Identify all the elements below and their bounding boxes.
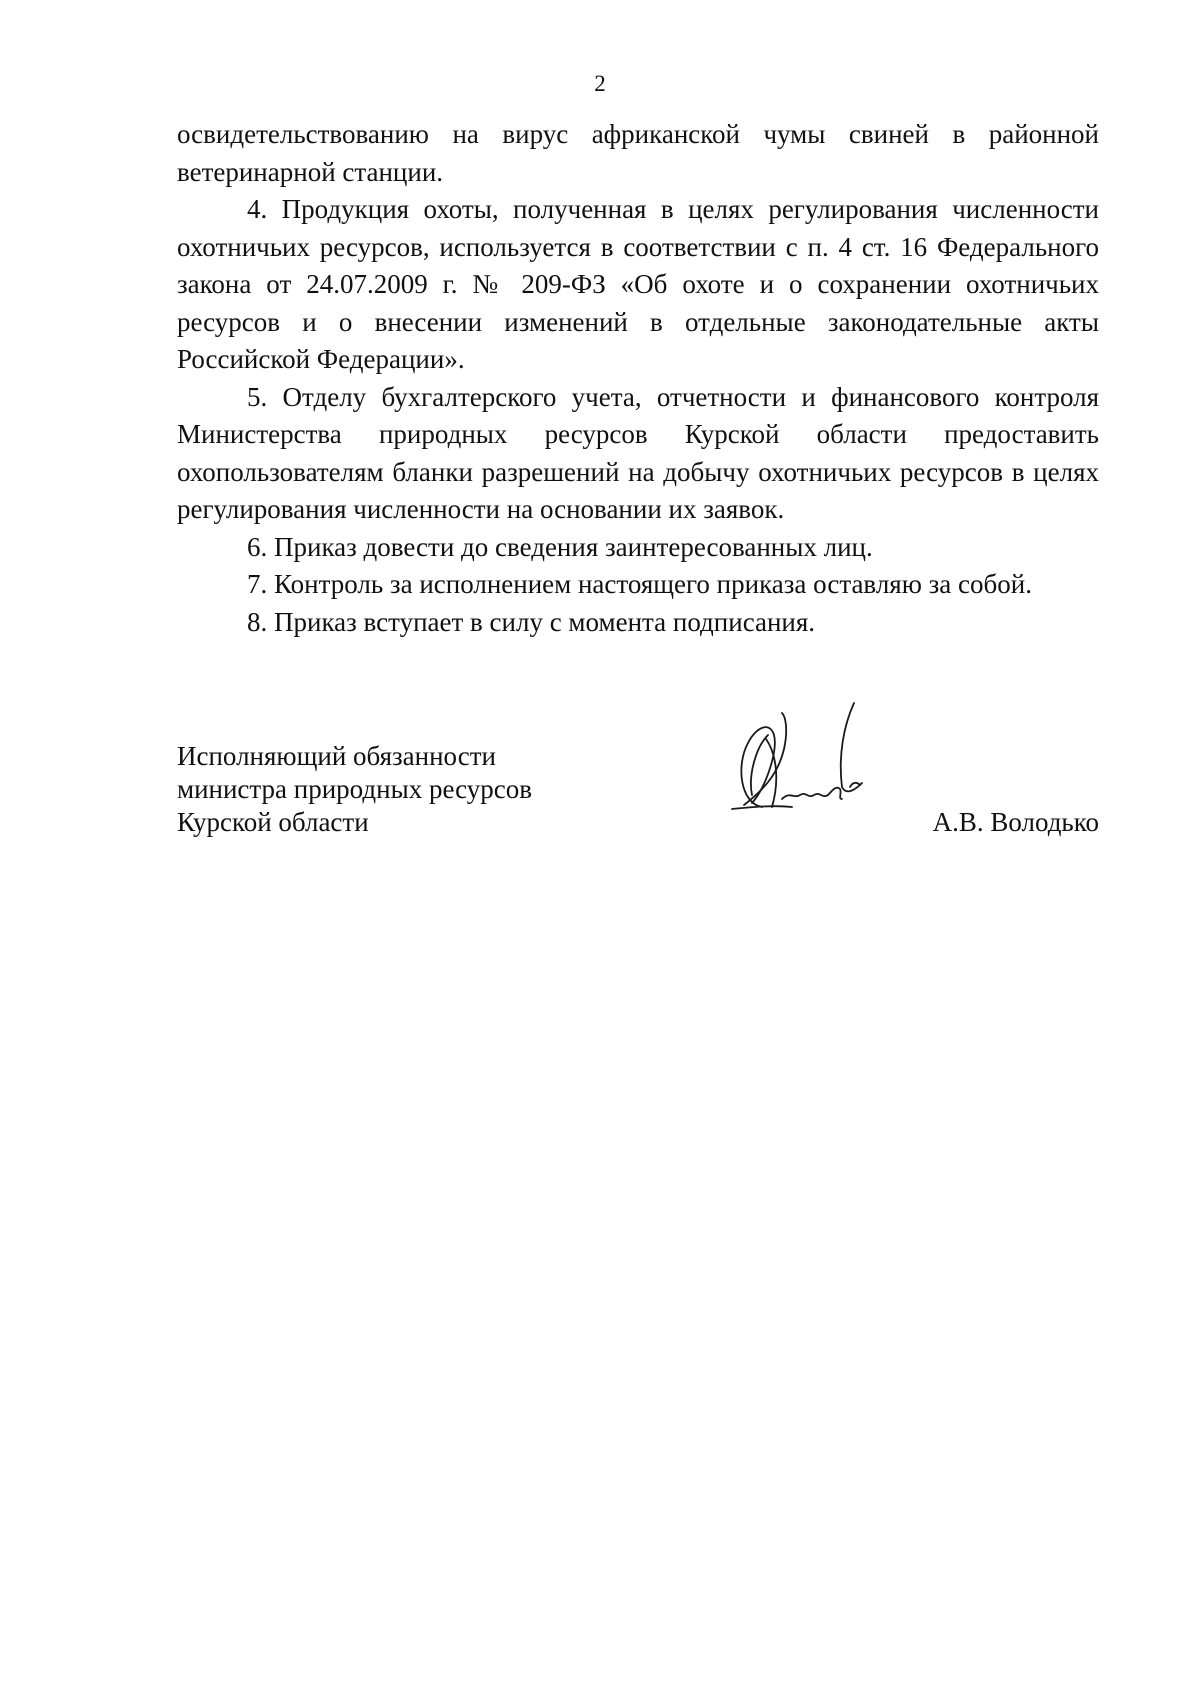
- paragraph-item-5: 5. Отделу бухгалтерского учета, отчетности и финансового контроля Министерства природных ресурсов Курской области предоставить охопользователям бланки разрешений на добычу охотничьих ресурсов в целях регулирования численности на основании их заявок.: [177, 381, 1099, 524]
- signer-position: [177, 740, 532, 839]
- paragraph-item-6: 6. Приказ довести до сведения заинтересованных лиц.: [247, 531, 873, 562]
- paragraph-continuation: освидетельствованию на вирус африканской чумы свиней в районной ветеринарной станции.: [177, 119, 1099, 187]
- signer-position-line: Исполняющий обязанности: [177, 741, 496, 771]
- signer-position-line: министра природных ресурсов: [177, 774, 532, 804]
- paragraph-item-4: 4. Продукция охоты, полученная в целях регулирования численности охотничьих ресурсов, используется в соответствии с п. 4 ст. 16 Федерального закона от 24.07.2009 г. № 209-ФЗ «Об охоте и о сохранении охотничьих ресурсов и о внесении изменений в отдельные законодательные акты Российской Федерации».: [177, 194, 1099, 374]
- page-number: 2: [594, 71, 606, 96]
- signature-block: [177, 740, 1099, 850]
- handwritten-signature-icon: [722, 695, 882, 825]
- signer-name: А.В. Володько: [932, 807, 1099, 837]
- paragraph-item-8: 8. Приказ вступает в силу с момента подписания.: [247, 606, 816, 637]
- signer-position-line: Курской области: [177, 807, 369, 837]
- paragraph-item-7: 7. Контроль за исполнением настоящего приказа оставляю за собой.: [247, 569, 1032, 599]
- order-body: [177, 116, 1099, 641]
